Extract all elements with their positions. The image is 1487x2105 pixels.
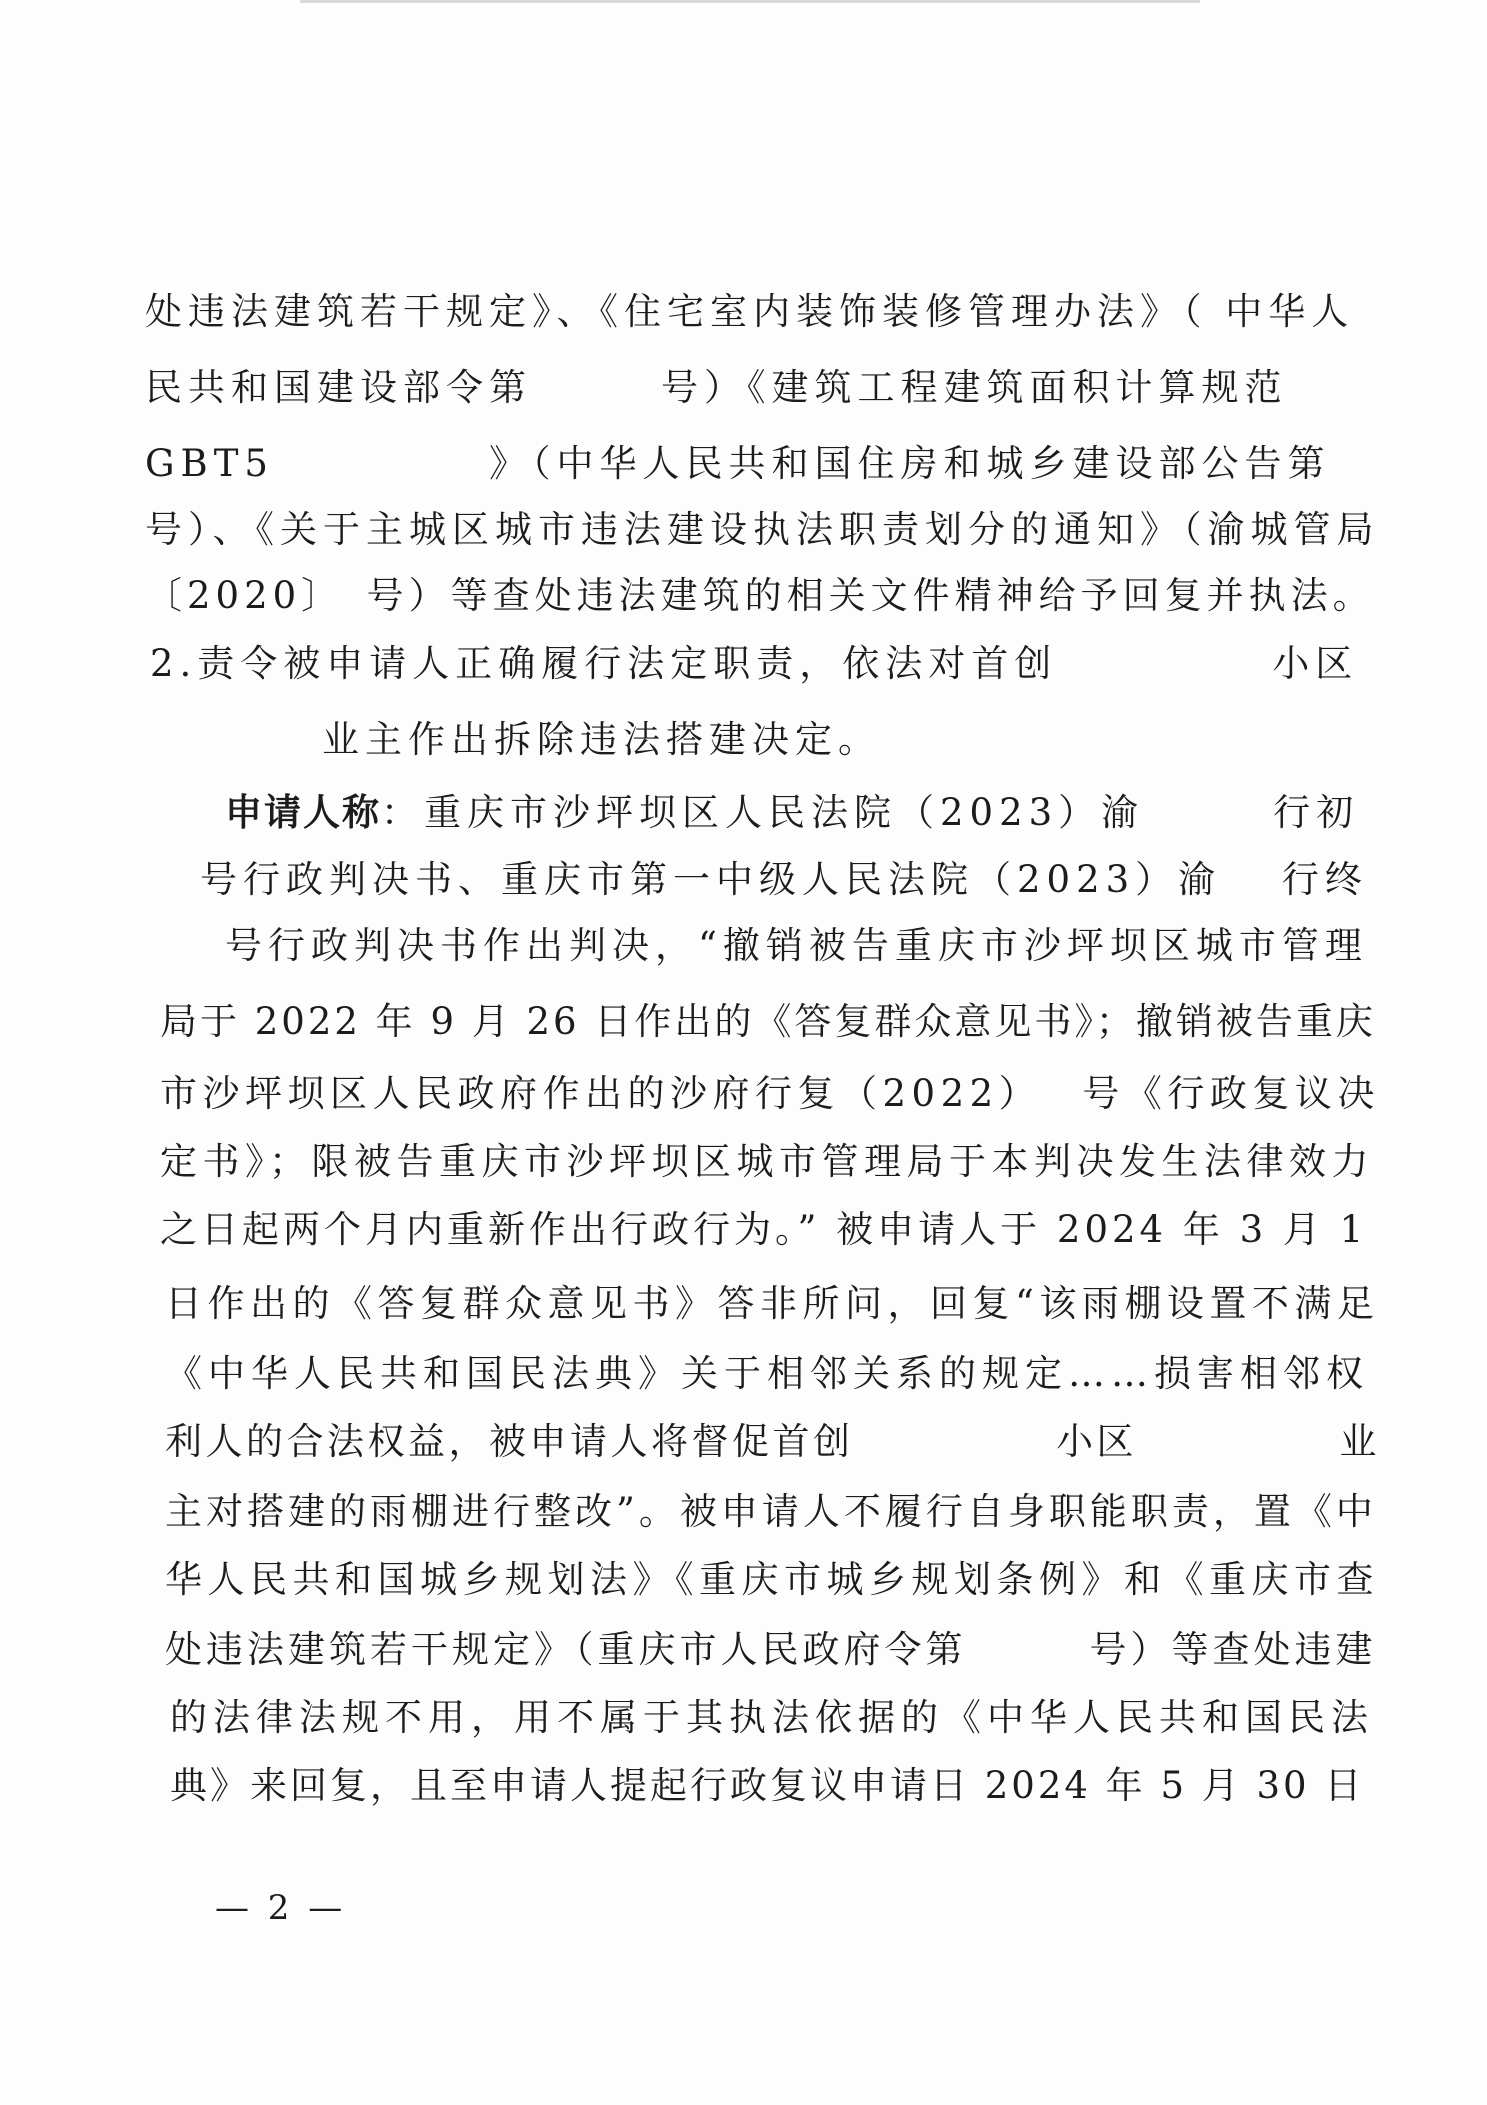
claim-line-11: 华人民共和国城乡规划法》《重庆市城乡规划条例》和《重庆市查 — [165, 1558, 1379, 1601]
claim-heading-line — [225, 790, 1359, 835]
claim-line-10: 主对搭建的雨棚进行整改”。被申请人不履行自身职能职责，置《中 — [165, 1490, 1377, 1533]
text-line-7: 业主作出拆除违法搭建决定。 — [150, 718, 881, 761]
claim-line-1: 号行政判决书、重庆市第一中级人民法院（2023）渝 行终 — [200, 858, 1368, 901]
claim-line-12: 处违法建筑若干规定》（重庆市人民政府令第 号）等查处违建 — [165, 1628, 1377, 1671]
claim-label: 申请人称 — [225, 790, 381, 834]
text-line-4: 号）、《关于主城区城市违法建设执法职责划分的通知》（渝城管局 — [145, 508, 1380, 551]
text-line-2: 民共和国建设部令第 号）《建筑工程建筑面积计算规范 — [145, 366, 1288, 409]
claim-line-4: 市沙坪坝区人民政府作出的沙府行复（2022） 号《行政复议决 — [160, 1072, 1380, 1115]
text-line-3: GBT5 》（中华人民共和国住房和城乡建设部公告第 — [145, 442, 1331, 485]
scan-edge — [300, 0, 1200, 3]
claim-line-13: 的法律法规不用，用不属于其执法依据的《中华人民共和国民法 — [170, 1696, 1374, 1739]
claim-line-2: 号行政判决书作出判决，“撤销被告重庆市沙坪坝区城市管理 — [225, 924, 1368, 967]
claim-line-9: 利人的合法权益，被申请人将督促首创 小区 业 — [165, 1420, 1380, 1463]
text-line-6: 2.责令被申请人正确履行法定职责，依法对首创 小区 — [150, 642, 1359, 685]
text-line-5: 〔2020〕 号）等查处违法建筑的相关文件精神给予回复并执法。 — [145, 574, 1375, 617]
claim-line-8: 《中华人民共和国民法典》关于相邻关系的规定……损害相邻权 — [165, 1352, 1369, 1395]
claim-line-3: 局于 2022 年 9 月 26 日作出的《答复群众意见书》；撤销被告重庆 — [160, 1000, 1376, 1043]
claim-line-5: 定书》；限被告重庆市沙坪坝区城市管理局于本判决发生法律效力 — [160, 1140, 1374, 1183]
text-line-1: 处违法建筑若干规定》、《住宅室内装饰装修管理办法》（ 中华人 — [145, 290, 1355, 333]
claim-first-line: ：重庆市沙坪坝区人民法院（2023）渝 行初 — [381, 791, 1360, 834]
page-number: — 2 — — [215, 1888, 347, 1928]
claim-line-6: 之日起两个月内重新作出行政行为。” 被申请人于 2024 年 3 月 1 — [160, 1208, 1368, 1251]
claim-line-14: 典》来回复，且至申请人提起行政复议申请日 2024 年 5 月 30 日 — [170, 1764, 1365, 1807]
claim-line-7: 日作出的《答复群众意见书》答非所问，回复“该雨棚设置不满足 — [165, 1282, 1380, 1325]
